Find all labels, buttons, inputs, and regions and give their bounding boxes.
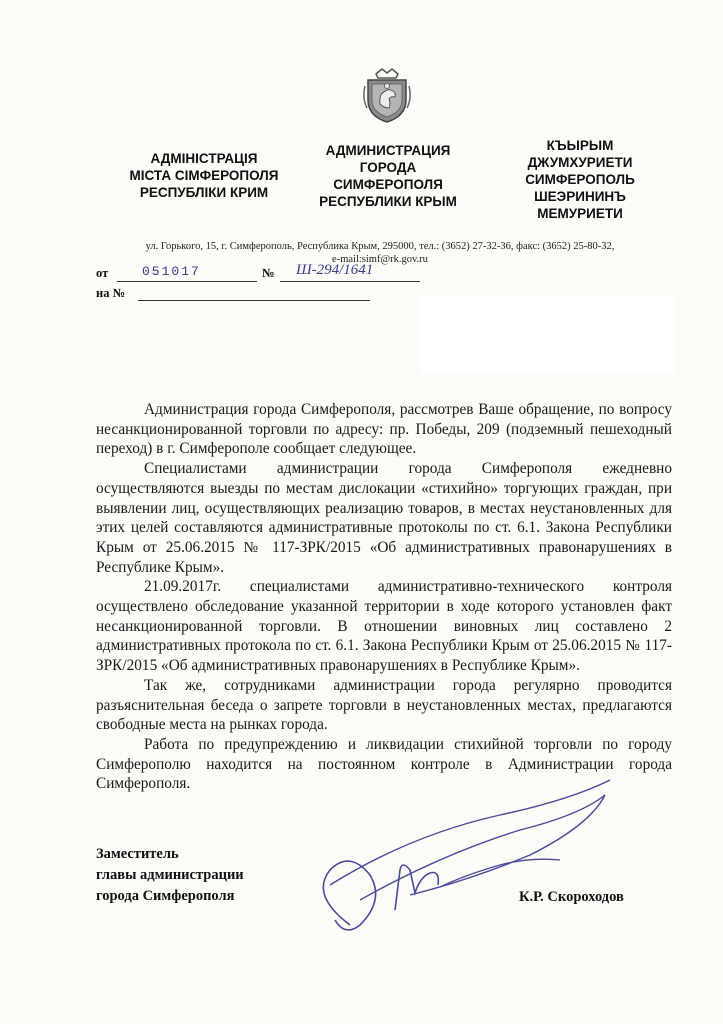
body-paragraph: Администрация города Симферополя, рассмотрев Ваше обращение, по вопросу несанкционированной торговли по адресу: пр. Победы, 209 (подземный пешеходный переход) в г. Симферополе сообщает следующее.	[96, 401, 672, 458]
ref-date-line	[117, 281, 257, 282]
body-paragraph: Так же, сотрудниками администрации города регулярно проводится разъяснительная беседа о запрете торговли в неустановленных местах, предлагаются свободные места на рынках города.	[96, 676, 672, 734]
header-crimean-tatar-line: ДЖУМХУРИЕТИ	[527, 155, 633, 170]
ref-reply-label: на №	[96, 286, 126, 300]
header-crimean-tatar-line: ШЕЭРИНИНЪ	[534, 189, 626, 204]
header-ukrainian-line: МІСТА СІМФЕРОПОЛЯ	[129, 168, 279, 183]
ref-reply-line	[138, 300, 370, 301]
body-paragraph: Работа по предупреждению и ликвидации стихийной торговли по городу Симферополю находится на постоянном контроле в Администрации города Симферополя.	[96, 735, 672, 793]
header-russian-line: СИМФЕРОПОЛЯ	[333, 177, 443, 192]
contact-email: e-mail:simf@rk.gov.ru	[332, 254, 428, 265]
header-crimean-tatar-line: МЕМУРИЕТИ	[537, 206, 623, 221]
ref-from-label: от	[96, 266, 109, 280]
contacts-block	[120, 240, 640, 266]
header-ukrainian	[100, 150, 308, 201]
contact-address: ул. Горького, 15, г. Симферополь, Республика Крым, 295000, тел.: (3652) 27-32-36, факс: (3652) 25-80-32,	[145, 241, 615, 252]
body-paragraph: Специалистами администрации города Симферополя ежедневно осуществляются выезды по местам дислокации «стихийно» торгующих граждан, при выявлении лиц, осуществляющих реализацию товаров, в местах неустановленных для этих целей составляются административные протоколы по ст. 6.1. Закона Республики Крым от 25.06.2015 № 117-ЗРК/2015 «Об административных правонарушениях в Республике Крым».	[96, 460, 672, 576]
header-crimean-tatar-line: СИМФЕРОПОЛЬ	[525, 172, 635, 187]
header-russian	[300, 142, 476, 210]
header-russian-line: ГОРОДА	[359, 160, 417, 175]
header-russian-line: РЕСПУБЛИКИ КРЫМ	[319, 194, 457, 209]
letter-body	[96, 400, 672, 794]
signatory-title	[96, 844, 244, 907]
ref-number-line	[280, 281, 420, 282]
crimea-coat-of-arms-icon	[362, 66, 412, 124]
signatory-title-line: Заместитель	[96, 846, 179, 862]
header-crimean-tatar	[496, 137, 664, 222]
signatory-name: К.Р. Скороходов	[519, 889, 624, 905]
ref-number-value: Ш-294/1641	[296, 262, 374, 278]
header-crimean-tatar-line: КЪЫРЫМ	[546, 138, 614, 153]
header-russian-line: АДМИНИСТРАЦИЯ	[325, 143, 451, 158]
ref-date-value: 051017	[142, 264, 201, 279]
signatory-title-line: города Симферополя	[96, 888, 235, 904]
body-paragraph: 21.09.2017г. специалистами административно-технического контроля осуществлено обследование указанной территории в ходе которого установлен факт несанкционированной торговли. В отношении виновных лиц составлено 2 административных протокола по ст. 6.1. Закона Республики Крым от 25.06.2015 № 117-ЗРК/2015 «Об административных правонарушениях в Республике Крым».	[96, 578, 672, 675]
header-ukrainian-line: АДМІНІСТРАЦІЯ	[150, 151, 258, 166]
header-ukrainian-line: РЕСПУБЛІКИ КРИМ	[139, 185, 269, 200]
ref-number-label: №	[262, 266, 275, 280]
signatory-title-line: главы администрации	[96, 867, 244, 883]
handwritten-signature	[290, 775, 620, 940]
redacted-addressee	[420, 296, 675, 374]
